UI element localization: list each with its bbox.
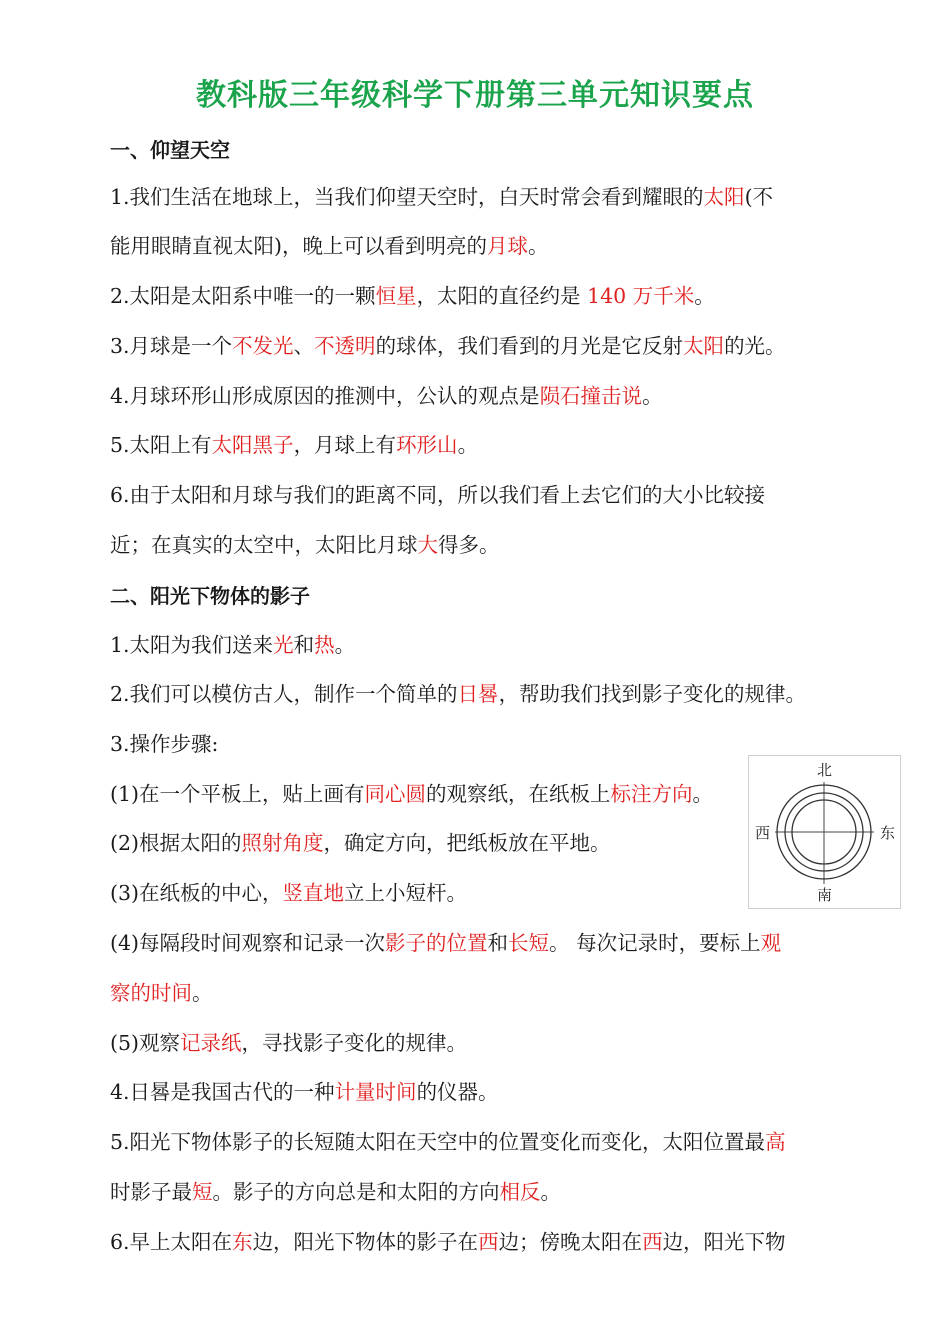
text-line: [110, 929, 781, 957]
text-segment: ，帮助我们找到影子变化的规律。: [498, 682, 807, 706]
text-segment: 。 每次记录时，要标上: [549, 931, 761, 955]
text-segment: (2)根据太阳的: [110, 831, 242, 855]
text-line: [110, 282, 715, 310]
text-segment: 的观察纸，在纸板上: [426, 782, 611, 806]
south-label: 南: [817, 886, 833, 904]
text-line: [110, 1228, 786, 1256]
text-segment: 4.日晷是我国古代的一种: [110, 1080, 335, 1104]
text-segment: 。: [540, 1180, 561, 1204]
text-segment: 。: [694, 284, 715, 308]
text-line: [110, 979, 213, 1007]
text-segment: 、: [293, 334, 315, 358]
text-segment: 5.太阳上有: [110, 433, 212, 457]
section-heading-sky: 一、仰望天空: [110, 138, 230, 162]
text-segment: (1)在一个平板上，贴上画有: [110, 782, 365, 806]
highlighted-term: 照射角度: [241, 831, 324, 855]
text-segment: ，确定方向，把纸板放在平地。: [323, 831, 611, 855]
text-line: [110, 1178, 561, 1206]
text-segment: ，寻找影子变化的规律。: [241, 1031, 468, 1055]
highlighted-term: 月球: [487, 234, 528, 258]
highlighted-term: 不发光: [232, 334, 294, 358]
highlighted-term: 同心圆: [364, 782, 427, 806]
highlighted-term: 热: [314, 633, 335, 657]
text-segment: 。: [642, 384, 663, 408]
north-label: 北: [817, 761, 833, 779]
text-line: [110, 879, 467, 907]
text-line: [110, 780, 713, 808]
text-segment: 和: [487, 931, 509, 955]
text-line: [110, 431, 478, 459]
highlighted-term: 太阳: [683, 334, 725, 358]
text-line: [110, 382, 663, 410]
text-segment: 边；傍晚太阳在: [498, 1230, 643, 1254]
highlighted-term: 察的时间: [110, 981, 192, 1005]
text-line: [110, 829, 611, 857]
highlighted-term: 影子的位置: [385, 931, 488, 955]
text-line: [110, 1078, 499, 1106]
highlighted-term: 西: [642, 1230, 663, 1254]
text-line: [110, 1029, 467, 1057]
text-segment: (4)每隔段时间观察和记录一次: [110, 931, 386, 955]
highlighted-term: 恒星: [375, 284, 417, 308]
text-segment: 2.太阳是太阳系中唯一的一颗: [110, 284, 376, 308]
text-line: [110, 332, 786, 360]
highlighted-term: 大: [417, 533, 438, 557]
text-segment: 时影子最: [110, 1180, 192, 1204]
highlighted-term: 日晷: [457, 682, 499, 706]
text-line: [110, 730, 218, 758]
highlighted-term: 光: [273, 633, 294, 657]
text-segment: 边，阳光下物体的影子在: [252, 1230, 479, 1254]
highlighted-term: 陨石撞击说: [539, 384, 643, 408]
text-segment: 3.操作步骤:: [110, 732, 219, 756]
text-segment: 6.早上太阳在: [110, 1230, 233, 1254]
text-line: [110, 1128, 786, 1156]
highlighted-term: 标注方向: [610, 782, 693, 806]
highlighted-term: 西: [478, 1230, 499, 1254]
text-segment: 1.我们生活在地球上，当我们仰望天空时，白天时常会看到耀眼的: [110, 185, 704, 209]
text-segment: 。: [334, 633, 356, 657]
highlighted-term: 相反: [499, 1180, 541, 1204]
text-segment: 3.月球是一个: [110, 334, 233, 358]
text-segment: 。: [528, 234, 549, 258]
text-segment: 和: [293, 633, 315, 657]
text-line: [110, 631, 355, 659]
text-line: [110, 232, 549, 260]
text-line: [110, 680, 806, 708]
highlighted-term: 记录纸: [180, 1031, 242, 1055]
text-segment: 的仪器。: [416, 1080, 499, 1104]
east-label: 东: [880, 824, 896, 842]
text-segment: 。: [192, 981, 213, 1005]
text-segment: (3)在纸板的中心，: [110, 881, 283, 905]
highlighted-term: 不透明: [314, 334, 376, 358]
text-segment: 近；在真实的太空中，太阳比月球: [110, 533, 418, 557]
text-segment: 4.月球环形山形成原因的推测中，公认的观点是: [110, 384, 540, 408]
text-segment: 得多。: [438, 533, 500, 557]
highlighted-term: 太阳黑子: [211, 433, 294, 457]
sundial-paper-figure: [748, 755, 901, 909]
highlighted-term: 竖直地: [282, 881, 345, 905]
highlighted-term: 计量时间: [334, 1080, 417, 1104]
highlighted-term: 太阳: [703, 185, 745, 209]
highlighted-term: 东: [232, 1230, 253, 1254]
text-segment: (5)观察: [110, 1031, 181, 1055]
text-line: [110, 531, 500, 559]
section-heading-shadow: 二、阳光下物体的影子: [110, 584, 310, 608]
highlighted-term: 观: [760, 931, 782, 955]
text-segment: 。: [457, 433, 479, 457]
text-line: [110, 481, 765, 509]
text-segment: 1.太阳为我们送来: [110, 633, 274, 657]
highlighted-term: 140 万千米: [587, 284, 695, 308]
text-segment: 。影子的方向总是和太阳的方向: [212, 1180, 500, 1204]
text-segment: ，月球上有: [293, 433, 397, 457]
highlighted-term: 长短: [508, 931, 550, 955]
highlighted-term: 短: [192, 1180, 213, 1204]
text-segment: 立上小短杆。: [344, 881, 468, 905]
text-segment: 的光。: [724, 334, 786, 358]
text-segment: (不: [744, 185, 774, 209]
text-segment: 5.阳光下物体影子的长短随太阳在天空中的位置变化而变化，太阳位置最: [110, 1130, 766, 1154]
text-segment: ，太阳的直径约是: [416, 284, 588, 308]
text-segment: 能用眼睛直视太阳)，晚上可以看到明亮的: [110, 234, 487, 258]
highlighted-term: 高: [765, 1130, 786, 1154]
highlighted-term: 环形山: [396, 433, 458, 457]
text-segment: 。: [692, 782, 714, 806]
text-segment: 6.由于太阳和月球与我们的距离不同，所以我们看上去它们的大小比较接: [110, 483, 766, 507]
text-segment: 的球体，我们看到的月光是它反射: [375, 334, 684, 358]
page-title: 教科版三年级科学下册第三单元知识要点: [196, 78, 754, 113]
text-line: [110, 183, 773, 211]
west-label: 西: [755, 824, 771, 842]
text-segment: 边，阳光下物: [662, 1230, 786, 1254]
text-segment: 2.我们可以模仿古人，制作一个简单的: [110, 682, 458, 706]
